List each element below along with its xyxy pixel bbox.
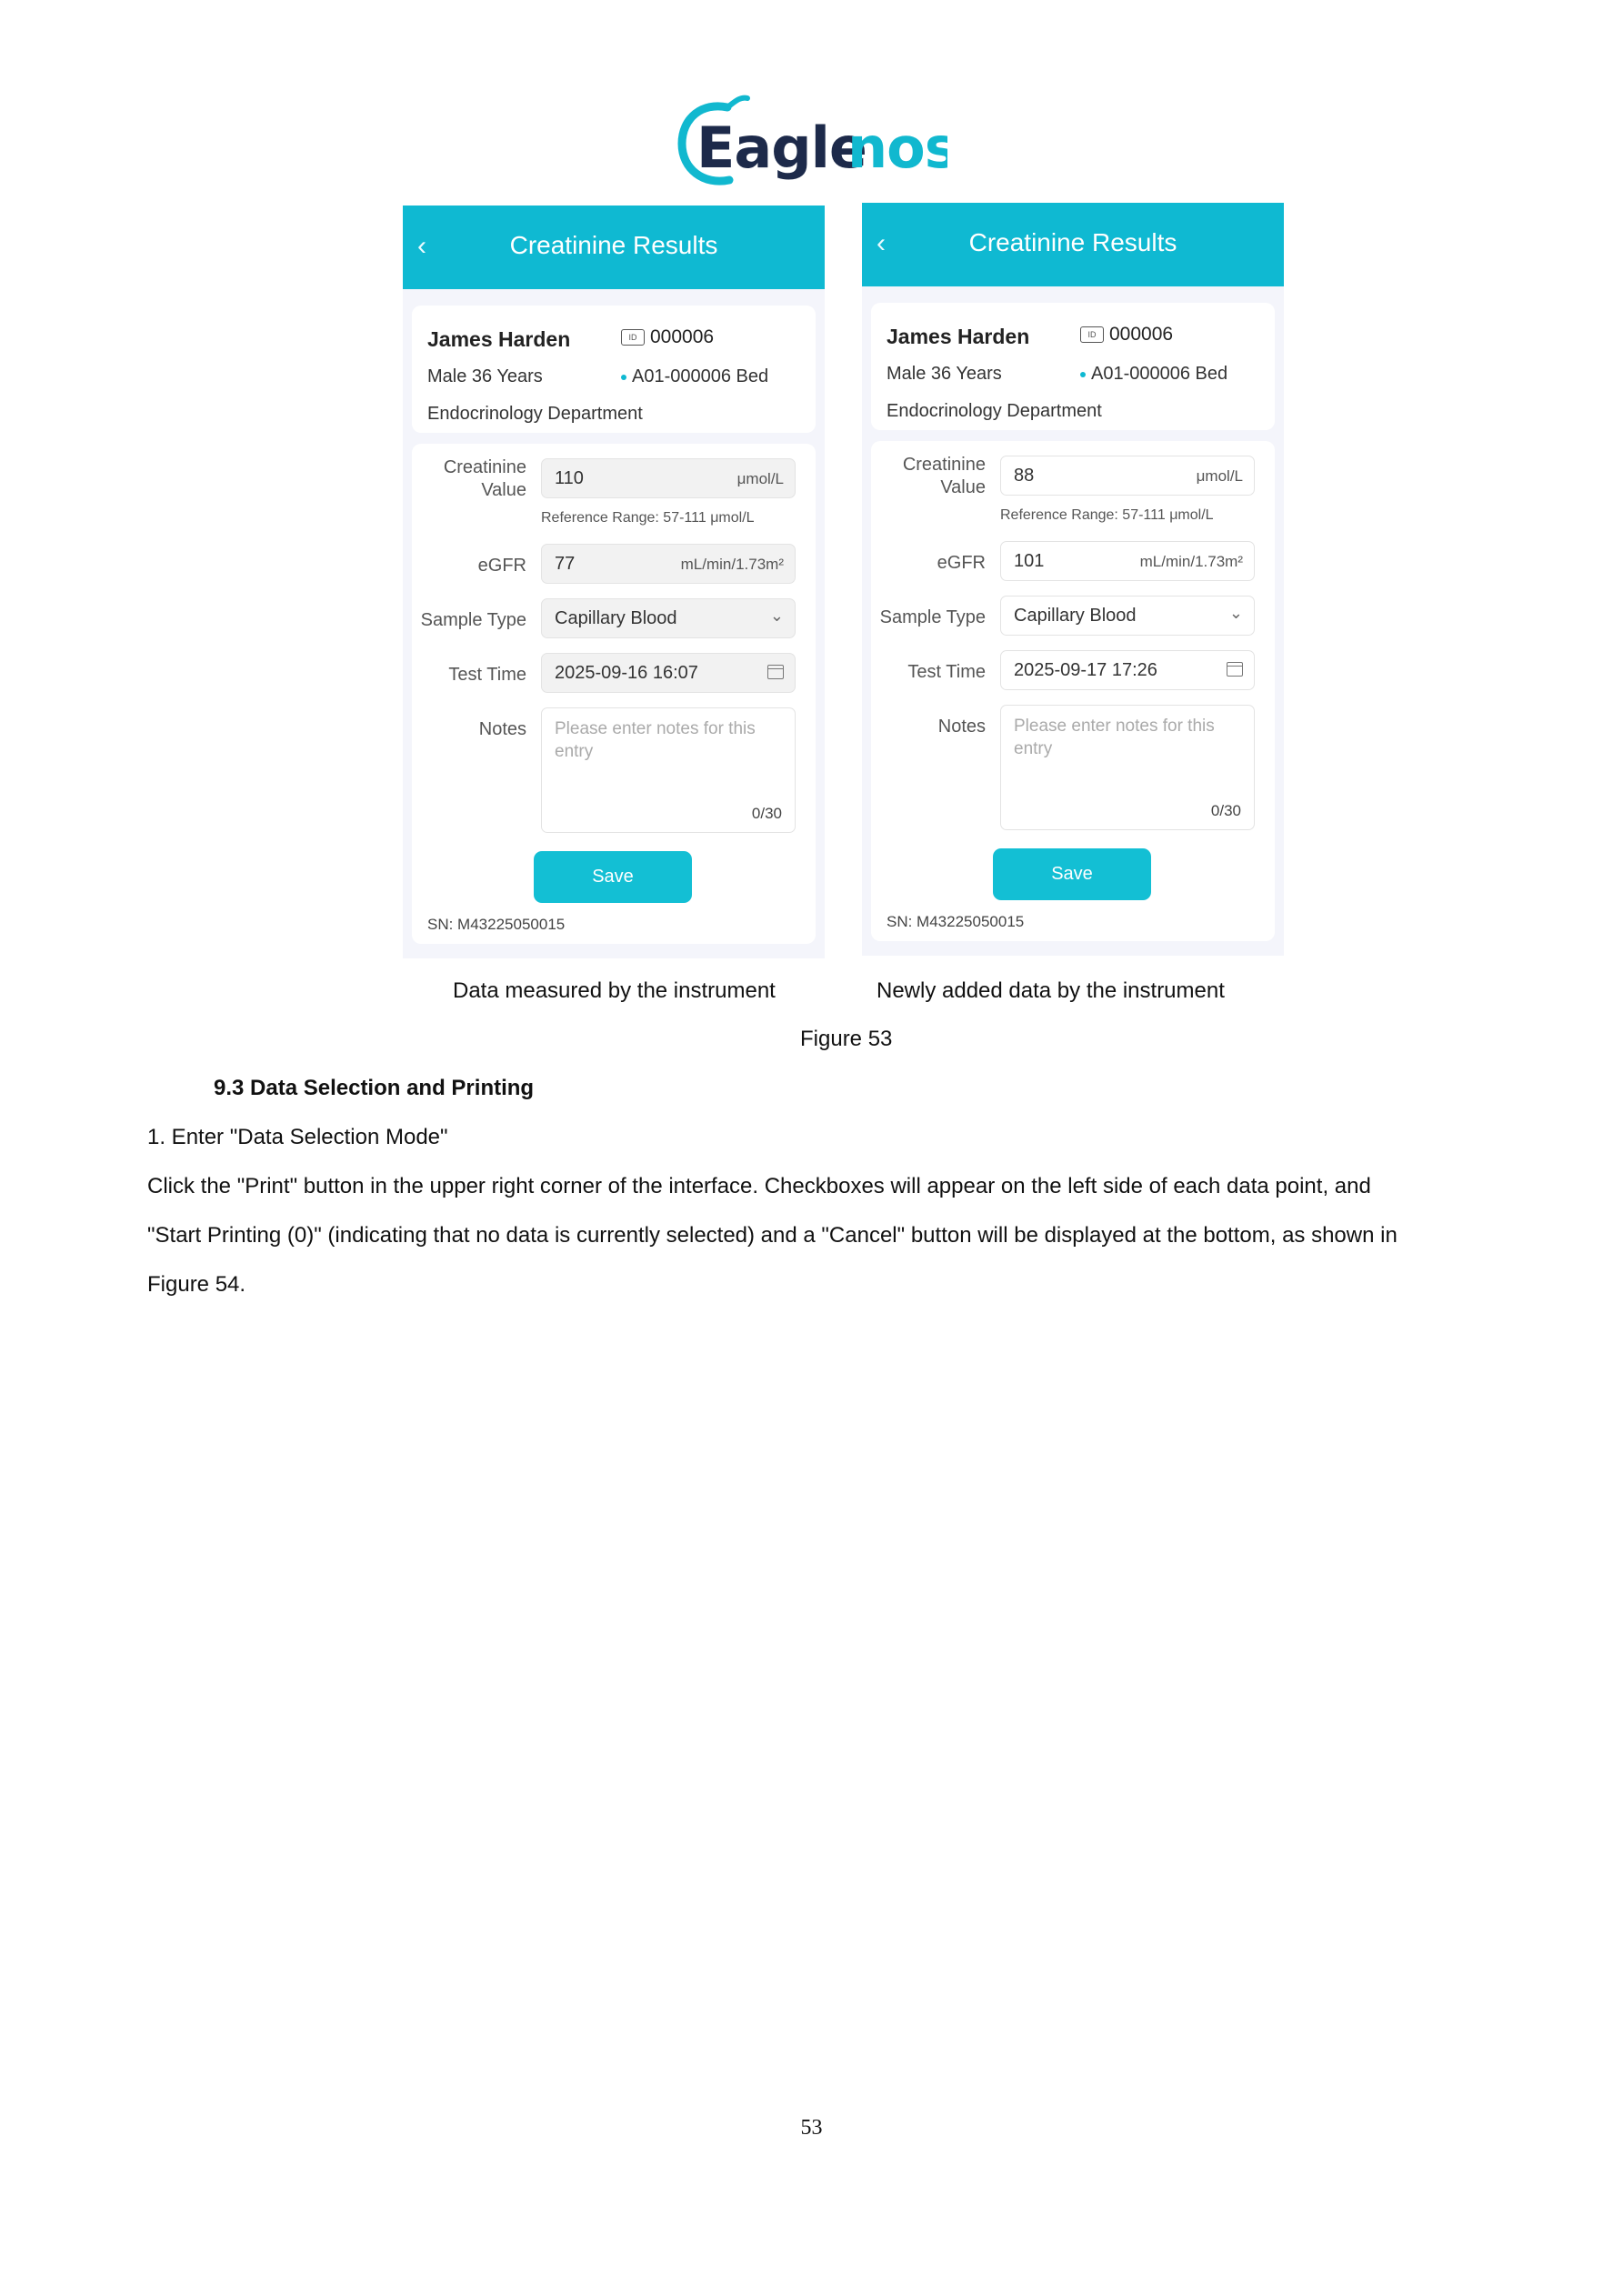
egfr-unit: mL/min/1.73m² xyxy=(680,556,784,573)
chevron-down-icon: ⌄ xyxy=(769,607,784,625)
section-heading: 9.3 Data Selection and Printing xyxy=(214,1076,535,1100)
patient-card xyxy=(412,306,816,433)
patient-card xyxy=(871,303,1275,430)
chevron-down-icon: ⌄ xyxy=(1228,604,1243,622)
id-card-icon: ID xyxy=(1080,326,1104,343)
page-number: 53 xyxy=(800,2116,823,2140)
paragraph-line-1: Click the "Print" button in the upper right corner of the interface. Checkboxes will appear on the left side of each data point, and xyxy=(147,1174,1371,1198)
calendar-icon xyxy=(1227,662,1243,677)
sample-type-value: Capillary Blood xyxy=(555,608,677,628)
department: Endocrinology Department xyxy=(887,401,1102,421)
patient-name: James Harden xyxy=(427,327,571,351)
creatinine-input[interactable] xyxy=(541,458,796,498)
egfr-value: 101 xyxy=(1014,551,1045,571)
figure-caption: Figure 53 xyxy=(800,1027,893,1051)
serial-number: SN: M43225050015 xyxy=(887,913,1025,930)
sample-type-select[interactable] xyxy=(541,598,796,638)
creatinine-label-line1: Creatinine xyxy=(443,457,526,477)
test-time-label: Test Time xyxy=(448,665,526,685)
department: Endocrinology Department xyxy=(427,404,643,424)
notes-placeholder: Please enter notes for this entry xyxy=(1014,717,1215,758)
patient-id: 000006 xyxy=(1109,324,1174,345)
bed-number: A01-000006 Bed xyxy=(632,366,769,386)
notes-label: Notes xyxy=(478,719,526,739)
creatinine-unit: μmol/L xyxy=(736,470,784,487)
page-title: Creatinine Results xyxy=(968,228,1177,256)
top-bar xyxy=(862,203,1284,286)
creatinine-label-line2: Value xyxy=(940,477,986,497)
caption-left: Data measured by the instrument xyxy=(453,978,776,1003)
logo-wordmark-part-1: Eagle xyxy=(696,115,867,181)
patient-name: James Harden xyxy=(887,325,1030,348)
test-time-value: 2025-09-17 17:26 xyxy=(1014,660,1157,680)
notes-label: Notes xyxy=(937,717,986,737)
test-time-input[interactable] xyxy=(1000,650,1255,690)
notes-placeholder: Please enter notes for this entry xyxy=(555,719,756,761)
back-arrow-icon[interactable]: ‹ xyxy=(417,231,426,261)
serial-number: SN: M43225050015 xyxy=(427,916,566,933)
patient-id: 000006 xyxy=(650,326,715,347)
egfr-input[interactable] xyxy=(541,544,796,584)
bullet-dot-icon xyxy=(621,375,626,380)
egfr-label: eGFR xyxy=(477,556,526,576)
sample-type-label: Sample Type xyxy=(420,610,526,630)
gender-age: Male 36 Years xyxy=(887,364,1002,384)
page-title: Creatinine Results xyxy=(509,231,718,259)
sample-type-label: Sample Type xyxy=(879,607,986,627)
gender-age: Male 36 Years xyxy=(427,366,543,386)
paragraph-line-2: "Start Printing (0)" (indicating that no data is currently selected) and a "Cancel" button will be displayed at the bottom, as shown in xyxy=(147,1223,1398,1248)
creatinine-label-line2: Value xyxy=(481,480,526,500)
logo-mark xyxy=(675,91,947,191)
creatinine-input[interactable] xyxy=(1000,456,1255,496)
paragraph-line-3: Figure 54. xyxy=(147,1272,246,1297)
step-1-title: 1. Enter "Data Selection Mode" xyxy=(147,1125,448,1149)
creatinine-label-line1: Creatinine xyxy=(902,455,986,475)
egfr-value: 77 xyxy=(555,554,576,574)
bullet-dot-icon xyxy=(1080,372,1086,377)
reference-range: Reference Range: 57-111 μmol/L xyxy=(541,510,755,526)
creatinine-label xyxy=(903,454,986,499)
screenshot-measured xyxy=(403,206,825,958)
reference-range: Reference Range: 57-111 μmol/L xyxy=(1000,507,1214,523)
save-button[interactable]: Save xyxy=(534,851,692,903)
sample-type-select[interactable] xyxy=(1000,596,1255,636)
creatinine-unit: μmol/L xyxy=(1196,467,1243,485)
notes-char-count: 0/30 xyxy=(751,805,782,822)
test-time-label: Test Time xyxy=(907,662,986,682)
calendar-icon xyxy=(767,665,784,679)
test-time-input[interactable] xyxy=(541,653,796,693)
id-card-icon: ID xyxy=(621,329,645,346)
screenshot-newly-added xyxy=(862,203,1284,956)
notes-textarea[interactable] xyxy=(1000,705,1255,830)
egfr-label: eGFR xyxy=(937,553,986,573)
egfr-unit: mL/min/1.73m² xyxy=(1139,553,1243,570)
egfr-input[interactable] xyxy=(1000,541,1255,581)
sample-type-value: Capillary Blood xyxy=(1014,606,1137,626)
back-arrow-icon[interactable]: ‹ xyxy=(877,228,886,258)
notes-char-count: 0/30 xyxy=(1210,802,1241,819)
logo-wordmark-part-2: nos xyxy=(847,115,947,181)
creatinine-value: 88 xyxy=(1014,466,1035,486)
save-button[interactable]: Save xyxy=(993,848,1151,900)
bed-number: A01-000006 Bed xyxy=(1091,364,1228,384)
eaglenos-logo xyxy=(675,91,947,191)
notes-textarea[interactable] xyxy=(541,707,796,833)
creatinine-value: 110 xyxy=(555,468,584,488)
result-form xyxy=(871,441,1275,941)
caption-right: Newly added data by the instrument xyxy=(877,978,1225,1003)
creatinine-label xyxy=(444,456,526,502)
test-time-value: 2025-09-16 16:07 xyxy=(555,663,698,683)
result-form xyxy=(412,444,816,944)
top-bar xyxy=(403,206,825,289)
